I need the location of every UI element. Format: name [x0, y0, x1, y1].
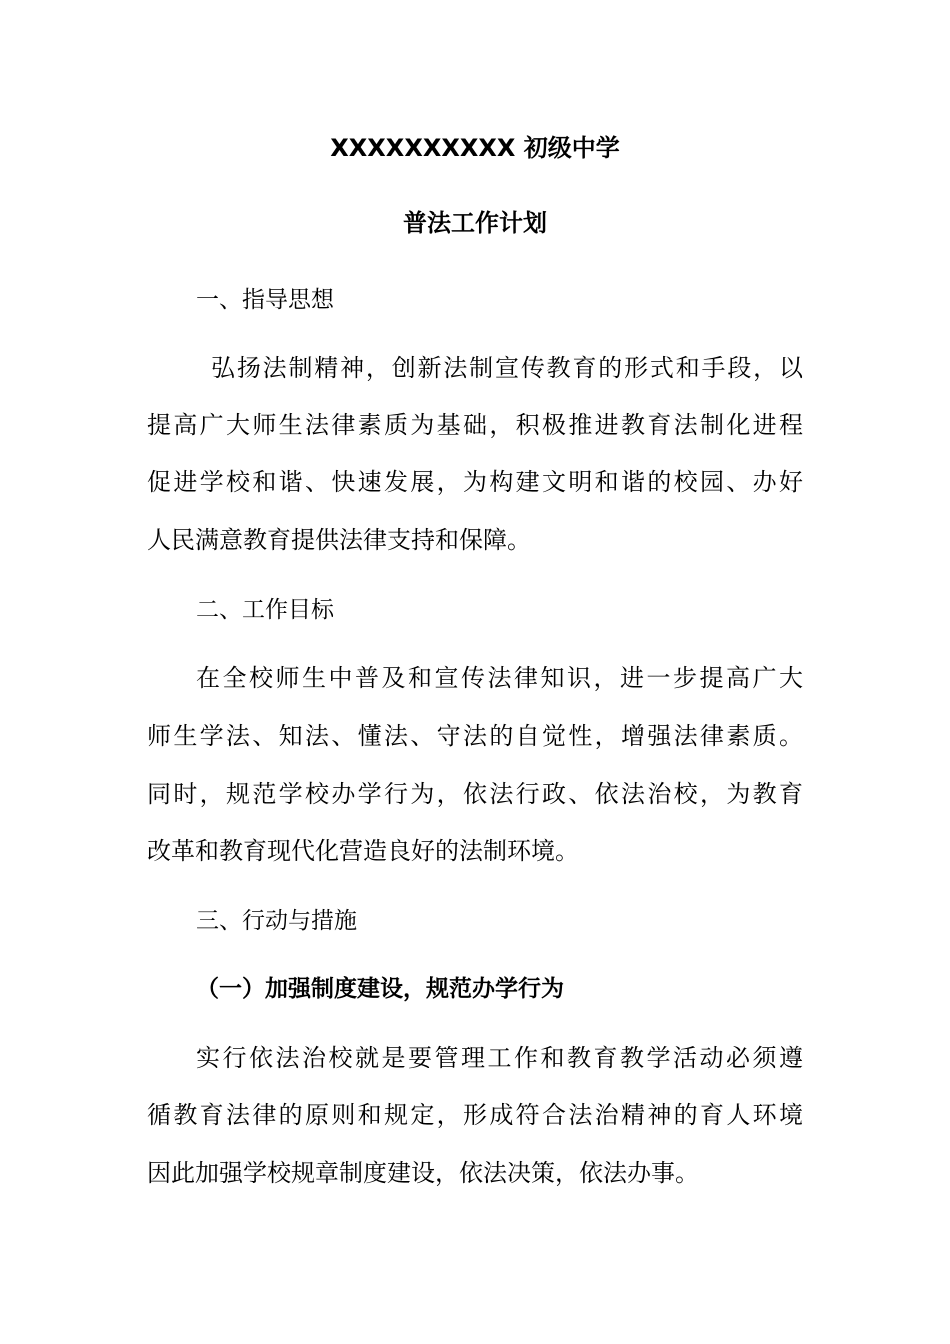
- paragraph-line: 师生学法、知法、懂法、守法的自觉性，增强法律素质。: [147, 722, 803, 750]
- document-title-plan: 普法工作计划: [403, 209, 547, 237]
- paragraph-line: 人民满意教育提供法律支持和保障。: [147, 526, 531, 554]
- paragraph-line: 同时，规范学校办学行为，依法行政、依法治校，为教育: [147, 780, 803, 808]
- paragraph-line: 弘扬法制精神，创新法制宣传教育的形式和手段，以: [211, 354, 803, 382]
- paragraph-line: 促进学校和谐、快速发展，为构建文明和谐的校园、办好: [147, 468, 803, 496]
- paragraph-line: 循教育法律的原则和规定，形成符合法治精神的育人环境: [147, 1101, 803, 1129]
- paragraph-line: 实行依法治校就是要管理工作和教育教学活动必须遵: [196, 1044, 803, 1072]
- subsection-heading-institution-building: （一）加强制度建设，规范办学行为: [196, 976, 564, 1002]
- paragraph-line: 提高广大师生法律素质为基础，积极推进教育法制化进程: [147, 411, 803, 439]
- document-title-school: XXXXXXXXXX 初级中学: [330, 134, 620, 162]
- section-heading-guiding-thought: 一、指导思想: [196, 287, 334, 313]
- section-heading-work-goals: 二、工作目标: [196, 597, 334, 623]
- paragraph-line: 在全校师生中普及和宣传法律知识，进一步提高广大: [196, 664, 803, 692]
- paragraph-line: 改革和教育现代化营造良好的法制环境。: [147, 837, 579, 865]
- paragraph-line: 因此加强学校规章制度建设，依法决策，依法办事。: [147, 1159, 699, 1187]
- section-heading-actions-measures: 三、行动与措施: [196, 908, 357, 934]
